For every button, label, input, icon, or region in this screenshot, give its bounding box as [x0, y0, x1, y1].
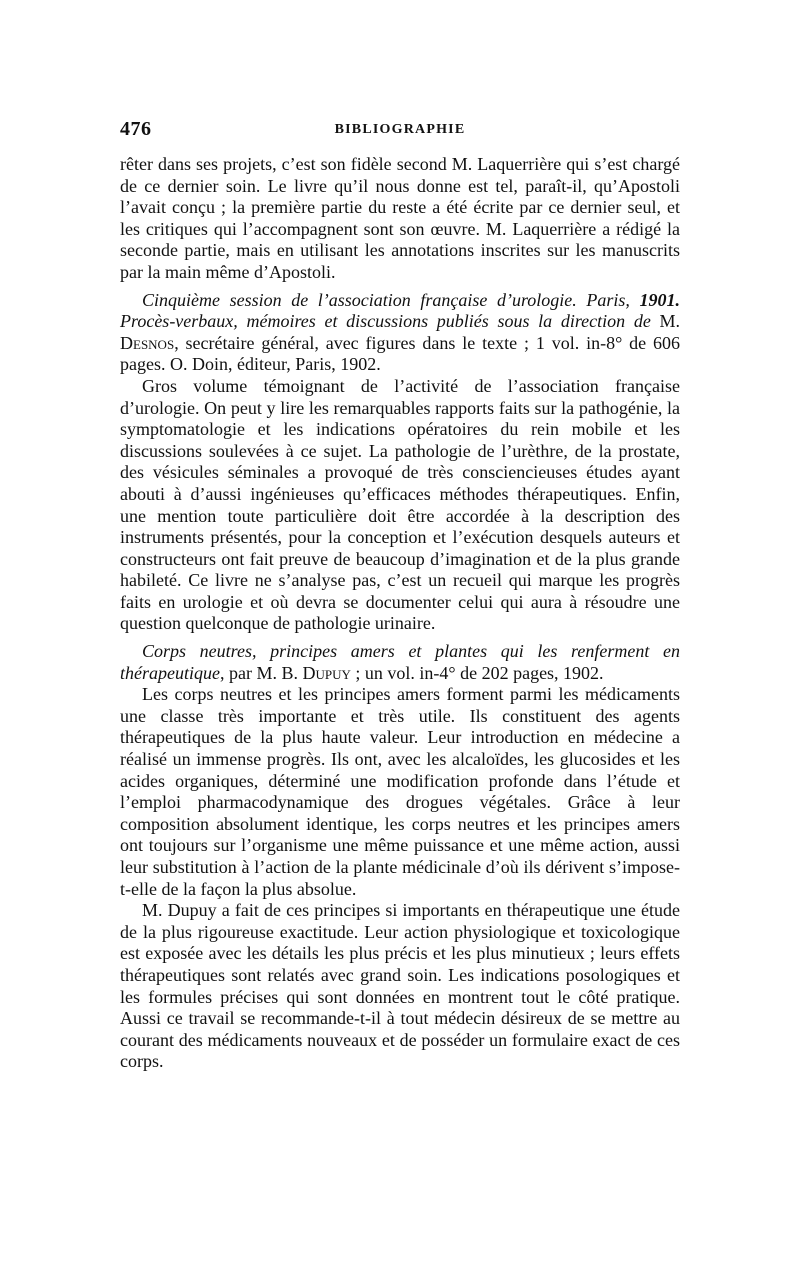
running-title: BIBLIOGRAPHIE	[334, 122, 466, 137]
entry-author-name: Desnos	[120, 332, 175, 353]
page-number: 476	[120, 118, 152, 140]
page-header	[120, 118, 680, 146]
entry-title-line1: Cinquième session de l’association française d’urologie. Paris,	[142, 289, 630, 310]
entry-author-name: Dupuy	[302, 662, 351, 683]
entry-details: ; un vol. in-4° de 202 pages, 1902.	[350, 662, 604, 683]
entry-title: Corps neutres, principes amers et plantes qui les renferment en thérapeutique	[120, 641, 680, 683]
entry-details: , secrétaire général, avec figures dans le texte ; 1 vol. in-8° de 606 pages. O. Doin, éditeur, Paris, 1902.	[120, 332, 680, 375]
page-body	[120, 154, 680, 1073]
entry-author-prefix: M.	[659, 311, 681, 332]
paragraph-review-urologie: Gros volume témoignant de l’activité de l’association française d’urologie. On peut y lire les remarquables rapports faits sur la pathogénie, la symptomatologie et les indications opératoires du rein mobile et les discussions soulevées à ce sujet. La pathologie de l’urèthre, de la prostate, des vésicules séminales a provoqué de très consciencieuses études ayant abouti à d’aussi ingénieuses qu’efficaces méthodes thérapeutiques. Enfin, une mention toute particulière doit être accordée à la description des instruments présentés, pour la conception et l’exécution desquels auteurs et constructeurs ont fait preuve de beaucoup d’imagination et de la plus grande habileté. Ce livre ne s’analyse pas, c’est un recueil qui marque les progrès faits en urologie et où devra se documenter celui qui aura à résoudre une question quelconque de pathologie urinaire.	[120, 375, 680, 634]
entry-year: 1901.	[639, 289, 681, 310]
paragraph-review-corps-neutres-2: M. Dupuy a fait de ces principes si importants en thérapeutique une étude de la plus rigoureuse exactitude. Leur action physiologique et toxicologique est exposée avec les détails les plus précis et les plus minutieux ; leurs effets thérapeutiques sont relatés avec grand soin. Les indications posologiques et les formules précises qui sont données en montrent tout le côté pratique. Aussi ce travail se recommande-t-il à tout médecin désireux de se mettre au courant des médicaments nouveaux et de posséder un formulaire exact de ces corps.	[120, 900, 680, 1072]
bibliography-entry-corps-neutres	[120, 641, 680, 684]
entry-author-prefix: , par M. B.	[219, 662, 303, 683]
paragraph-continued: rêter dans ses projets, c’est son fidèle second M. Laquerrière qui s’est chargé de ce dernier soin. Le livre qu’il nous donne est tel, paraît-il, qu’Apostoli l’avait conçu ; la première partie du reste a été écrite par ce dernier seul, et les critiques qui l’accompagnent sont son œuvre. M. Laquerrière a rédigé la seconde partie, mais en utilisant les annotations inscrites sur les manuscrits par la main même d’Apostoli.	[120, 154, 680, 282]
paragraph-review-corps-neutres-1: Les corps neutres et les principes amers forment parmi les médicaments une classe très importante et très utile. Ils constituent des agents thérapeutiques de la plus haute valeur. Leur introduction en médecine a réalisé un immense progrès. Ils ont, avec les alcaloïdes, les glucosides et les acides organiques, déterminé une modification profonde dans l’étude et l’emploi pharmacodynamique des drogues végétales. Grâce à leur composition absolument identique, les corps neutres et les principes amers ont toujours sur l’organisme une même puissance et une même action, aussi leur substitution à l’action de la plante médicinale d’où ils dérivent s’impose-t-elle de la façon la plus absolue.	[120, 684, 680, 899]
bibliography-entry-urologie	[120, 290, 680, 376]
entry-title-line2: Procès-verbaux, mémoires et discussions publiés sous la direction de	[120, 311, 651, 332]
